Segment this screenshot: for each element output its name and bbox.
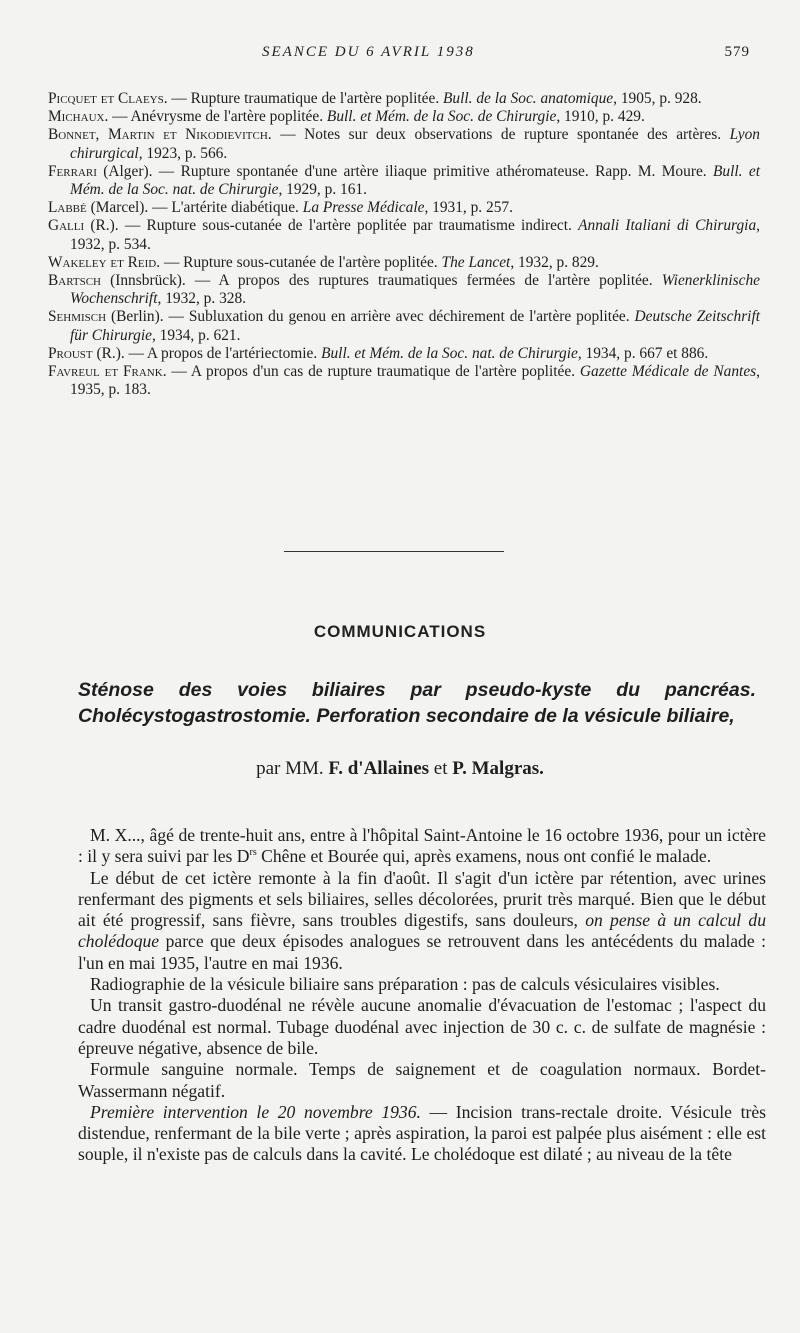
reference-item [48, 272, 760, 308]
body-paragraph [78, 825, 766, 868]
reference-authors: Michaux. [48, 108, 109, 126]
paragraph-text: parce que deux épisodes analogues se retrouvent dans les antécédents du malade : l'un en mai 1935, l'autre en mai 1936. [78, 931, 766, 973]
reference-tail: , 1910, p. 429. [556, 108, 645, 126]
reference-item [48, 163, 760, 199]
reference-journal: Bull. et Mém. de la Soc. de Chirurgie [326, 108, 557, 126]
section-divider [284, 551, 504, 552]
reference-authors: Bartsch [48, 272, 102, 290]
reference-authors: Wakeley et Reid. [48, 253, 161, 271]
reference-journal: Wienerklinische Wochenschrift [70, 272, 760, 308]
article-body [78, 825, 766, 1166]
reference-journal: The Lancet [441, 253, 511, 271]
reference-authors: Labbé [48, 199, 87, 217]
body-paragraph [78, 868, 766, 974]
reference-item [48, 199, 760, 217]
reference-tail: , 1934, p. 621. [151, 326, 241, 344]
reference-text: (Marcel). — L'artérite diabétique. [86, 199, 303, 217]
reference-authors: Bonnet, Martin et Nikodievitch. [48, 126, 272, 144]
reference-tail: , 1905, p. 928. [613, 90, 702, 107]
byline [0, 758, 800, 780]
reference-item [48, 217, 760, 253]
reference-tail: , 1932, p. 328. [157, 290, 246, 308]
reference-text: — Rupture traumatique de l'artère poplitée. [167, 90, 444, 107]
reference-text: (Berlin). — Subluxation du genou en arrière avec déchirement de l'artère poplitée. [106, 308, 635, 326]
body-paragraph [78, 1102, 766, 1166]
reference-journal: La Presse Médicale [302, 199, 425, 217]
running-head [0, 44, 800, 68]
running-title: SEANCE DU 6 AVRIL 1938 [262, 44, 475, 60]
reference-item [48, 126, 760, 162]
reference-text: (Alger). — Rupture spontanée d'une artère iliaque primitive athéromateuse. Rapp. M. Moure. [96, 162, 714, 180]
body-paragraph: Un transit gastro-duodénal ne révèle aucune anomalie d'évacuation de l'estomac ; l'aspect du cadre duodénal est normal. Tubage duodénal avec injection de 30 c. c. de sulfate de magnésie : épreuve négative, absence de bile. [78, 995, 766, 1058]
reference-item [48, 308, 760, 344]
paragraph-text: Chêne et Bourée qui, après examens, nous ont confié le malade. [256, 846, 712, 867]
reference-text: (Innsbrück). — A propos des ruptures traumatiques fermées de l'artère poplitée. [101, 272, 662, 290]
article-title: Sténose des voies biliaires par pseudo-kyste du pancréas. Cholécystogastrostomie. Perforation secondaire de la vésicule biliaire, [78, 679, 756, 727]
reference-item [48, 108, 760, 126]
reference-item [48, 363, 760, 399]
reference-authors: Favreul et Frank. [48, 363, 167, 381]
reference-tail: , 1932, p. 829. [510, 253, 599, 271]
reference-authors: Proust [48, 344, 93, 362]
reference-authors: Ferrari [48, 162, 97, 180]
reference-tail: , 1923, p. 566. [138, 144, 228, 162]
reference-item [48, 90, 760, 108]
emphasis-text: on pense à un calcul du cholédoque [78, 910, 766, 952]
reference-authors: Sehmisch [48, 308, 107, 326]
author-name: P. Malgras. [452, 758, 544, 779]
reference-journal: Gazette Médicale de Nantes [579, 363, 757, 381]
reference-text: — A propos d'un cas de rupture traumatique de l'artère poplitée. [166, 363, 580, 381]
body-paragraph: Radiographie de la vésicule biliaire sans préparation : pas de calculs vésiculaires visibles. [90, 974, 720, 995]
reference-journal: Annali Italiani di Chirurgia [578, 217, 757, 235]
byline-prefix: par MM. [256, 758, 324, 779]
reference-list [48, 90, 760, 399]
reference-tail: , 1934, p. 667 et 886. [577, 344, 709, 362]
reference-journal: Deutsche Zeitschrift für Chirurgie [70, 308, 761, 344]
reference-text: — Anévrysme de l'artère poplitée. [108, 108, 327, 126]
reference-journal: Bull. et Mém. de la Soc. nat. de Chirurgie [321, 344, 578, 362]
paragraph-text: M. X..., âgé de trente-huit ans, entre à l'hôpital Saint-Antoine le 16 octobre 1936, pour un ictère : il y sera suivi par les D [78, 825, 766, 867]
reference-tail: , 1935, p. 183. [70, 363, 760, 399]
reference-text: (R.). — Rupture sous-cutanée de l'artère poplitée par traumatisme indirect. [84, 217, 579, 235]
reference-item [48, 345, 760, 363]
byline-conjunction: et [433, 758, 448, 779]
reference-authors: Galli [48, 217, 85, 235]
reference-tail: , 1929, p. 161. [278, 181, 367, 199]
author-name: F. d'Allaines [328, 758, 430, 779]
paragraph-text: Le début de cet ictère remonte à la fin d'août. Il s'agit d'un ictère par rétention, avec urines renfermant des pigments et sels biliaires, selles décolorées, prurit très marqué. Bien que le début ait été progressif, sans fièvre, sans troubles digestifs, sans douleurs, [78, 867, 766, 931]
emphasis-text: Première intervention le 20 novembre 1936. [90, 1101, 421, 1122]
reference-journal: Bull. et Mém. de la Soc. nat. de Chirurgie [70, 162, 761, 199]
reference-journal: Lyon chirurgical [70, 126, 760, 162]
page-number: 579 [724, 44, 750, 60]
reference-item [48, 254, 760, 272]
reference-text: (R.). — A propos de l'artériectomie. [92, 344, 322, 362]
reference-journal: Bull. de la Soc. anatomique [443, 90, 614, 107]
superscript: rs [249, 847, 257, 859]
reference-authors: Picquet et Claeys. [48, 90, 168, 107]
reference-tail: , 1932, p. 534. [70, 217, 761, 253]
reference-text: — Notes sur deux observations de rupture spontanée des artères. [271, 126, 730, 144]
paragraph-text: — Incision trans-rectale droite. Vésicule très distendue, renfermant de la bile verte ; après aspiration, la paroi est palpée plus aisément : elle est souple, il n'existe pas de calculs dans la cavité. Le cholédoque est dilaté ; au niveau de la tête [78, 1101, 766, 1165]
reference-text: — Rupture sous-cutanée de l'artère poplitée. [160, 253, 442, 271]
reference-tail: , 1931, p. 257. [424, 199, 513, 217]
body-paragraph: Formule sanguine normale. Temps de saignement et de coagulation normaux. Bordet-Wassermann négatif. [78, 1059, 766, 1101]
section-title: COMMUNICATIONS [313, 622, 487, 641]
